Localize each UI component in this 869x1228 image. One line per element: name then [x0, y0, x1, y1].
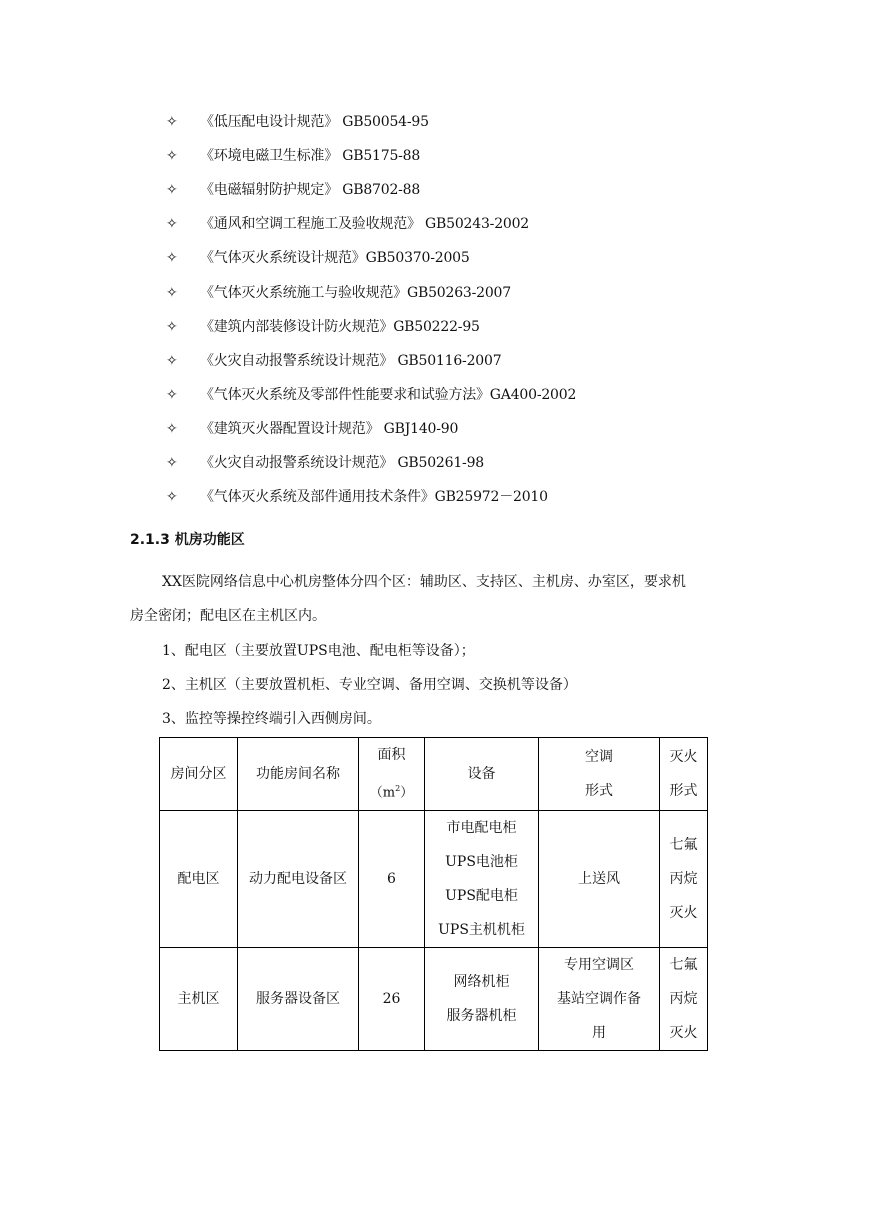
header-room-name: 功能房间名称: [238, 738, 359, 811]
diamond-bullet-icon: ✧: [166, 148, 178, 164]
standard-text: 《火灾自动报警系统设计规范》 GB50116-2007: [200, 353, 502, 369]
standard-item: [166, 283, 511, 303]
fire-line: 灭火: [669, 1025, 698, 1042]
table-row: [160, 811, 708, 948]
standard-text: 《气体灭火系统及部件通用技术条件》GB25972－2010: [200, 489, 548, 505]
cell-equipment: [425, 948, 539, 1051]
diamond-bullet-icon: ✧: [166, 114, 178, 130]
cell-ac: [539, 811, 660, 948]
standard-text: 《气体灭火系统及零部件性能要求和试验方法》GA400-2002: [200, 387, 577, 403]
header-area-unit: $(m^2)$: [369, 784, 414, 801]
diamond-bullet-icon: ✧: [166, 250, 178, 266]
header-fire-line1: 灭火: [669, 749, 698, 766]
cell-room-name: 服务器设备区: [238, 948, 359, 1051]
ac-line: 基站空调作备: [557, 991, 641, 1008]
equipment-item: 网络机柜: [453, 974, 510, 991]
ac-line: 专用空调区: [564, 957, 634, 974]
header-ac: [539, 738, 660, 811]
fire-line: 七氟: [669, 957, 698, 974]
list-item-host-zone: 2、主机区（主要放置机柜、专业空调、备用空调、交换机等设备）: [162, 677, 577, 693]
standard-item: [166, 419, 458, 439]
standard-item: [166, 453, 484, 473]
standard-item: [166, 248, 470, 268]
intro-paragraph-line2: 房全密闭；配电区在主机区内。: [130, 608, 326, 624]
header-ac-line1: 空调: [585, 749, 613, 766]
cell-zone: 配电区: [160, 811, 238, 948]
header-area: [359, 738, 425, 811]
standard-item: [166, 351, 501, 371]
equipment-item: UPS电池柜: [445, 854, 518, 871]
fire-line: 丙烷: [669, 871, 698, 888]
standard-text: 《建筑内部装修设计防火规范》GB50222-95: [200, 319, 480, 335]
standard-text: 《电磁辐射防护规定》 GB8702-88: [200, 182, 421, 198]
fire-line: 丙烷: [669, 991, 698, 1008]
standard-item: [166, 214, 529, 234]
cell-ac: [539, 948, 660, 1051]
standard-item: [166, 146, 420, 166]
header-ac-line2: 形式: [585, 783, 613, 800]
diamond-bullet-icon: ✧: [166, 353, 178, 369]
cell-equipment: [425, 811, 539, 948]
cell-zone: 主机区: [160, 948, 238, 1051]
diamond-bullet-icon: ✧: [166, 489, 178, 505]
list-item-power-zone: 1、配电区（主要放置UPS电池、配电柜等设备）；: [162, 643, 475, 659]
cell-fire: [660, 811, 708, 948]
header-fire-line2: 形式: [669, 783, 698, 800]
diamond-bullet-icon: ✧: [166, 455, 178, 471]
standard-item: [166, 112, 429, 132]
header-area-label: 面积: [377, 747, 406, 763]
standard-item: [166, 487, 548, 507]
diamond-bullet-icon: ✧: [166, 182, 178, 198]
standard-text: 《气体灭火系统设计规范》GB50370-2005: [200, 250, 470, 266]
table-row: [160, 948, 708, 1051]
ac-line: 用: [592, 1025, 606, 1042]
standard-item: [166, 317, 480, 337]
diamond-bullet-icon: ✧: [166, 387, 178, 403]
standard-text: 《低压配电设计规范》 GB50054-95: [200, 114, 429, 130]
diamond-bullet-icon: ✧: [166, 216, 178, 232]
header-equipment: 设备: [425, 738, 539, 811]
standard-text: 《气体灭火系统施工与验收规范》GB50263-2007: [200, 285, 511, 301]
diamond-bullet-icon: ✧: [166, 421, 178, 437]
cell-area: 26: [359, 948, 425, 1051]
fire-line: 灭火: [669, 905, 698, 922]
equipment-item: UPS主机机柜: [438, 922, 525, 939]
diamond-bullet-icon: ✧: [166, 319, 178, 335]
header-zone: 房间分区: [160, 738, 238, 811]
list-item-monitor: 3、监控等操控终端引入西侧房间。: [162, 711, 381, 727]
ac-line: 上送风: [578, 871, 620, 888]
intro-paragraph-line1: XX医院网络信息中心机房整体分四个区：辅助区、支持区、主机房、办室区，要求机: [162, 574, 686, 590]
equipment-item: 服务器机柜: [446, 1008, 517, 1025]
section-heading: 2.1.3 机房功能区: [130, 532, 245, 548]
standard-item: [166, 180, 420, 200]
cell-fire: [660, 948, 708, 1051]
standard-text: 《火灾自动报警系统设计规范》 GB50261-98: [200, 455, 485, 471]
room-zone-table: [159, 737, 708, 1051]
header-fire: [660, 738, 708, 811]
cell-room-name: 动力配电设备区: [238, 811, 359, 948]
table-header-row: [160, 738, 708, 811]
equipment-item: 市电配电柜: [446, 820, 517, 837]
standard-item: [166, 385, 576, 405]
fire-line: 七氟: [669, 837, 698, 854]
cell-area: 6: [359, 811, 425, 948]
diamond-bullet-icon: ✧: [166, 285, 178, 301]
standard-text: 《建筑灭火器配置设计规范》 GBJ140-90: [200, 421, 459, 437]
standard-text: 《通风和空调工程施工及验收规范》 GB50243-2002: [200, 216, 530, 232]
equipment-item: UPS配电柜: [445, 888, 518, 905]
standard-text: 《环境电磁卫生标准》 GB5175-88: [200, 148, 421, 164]
